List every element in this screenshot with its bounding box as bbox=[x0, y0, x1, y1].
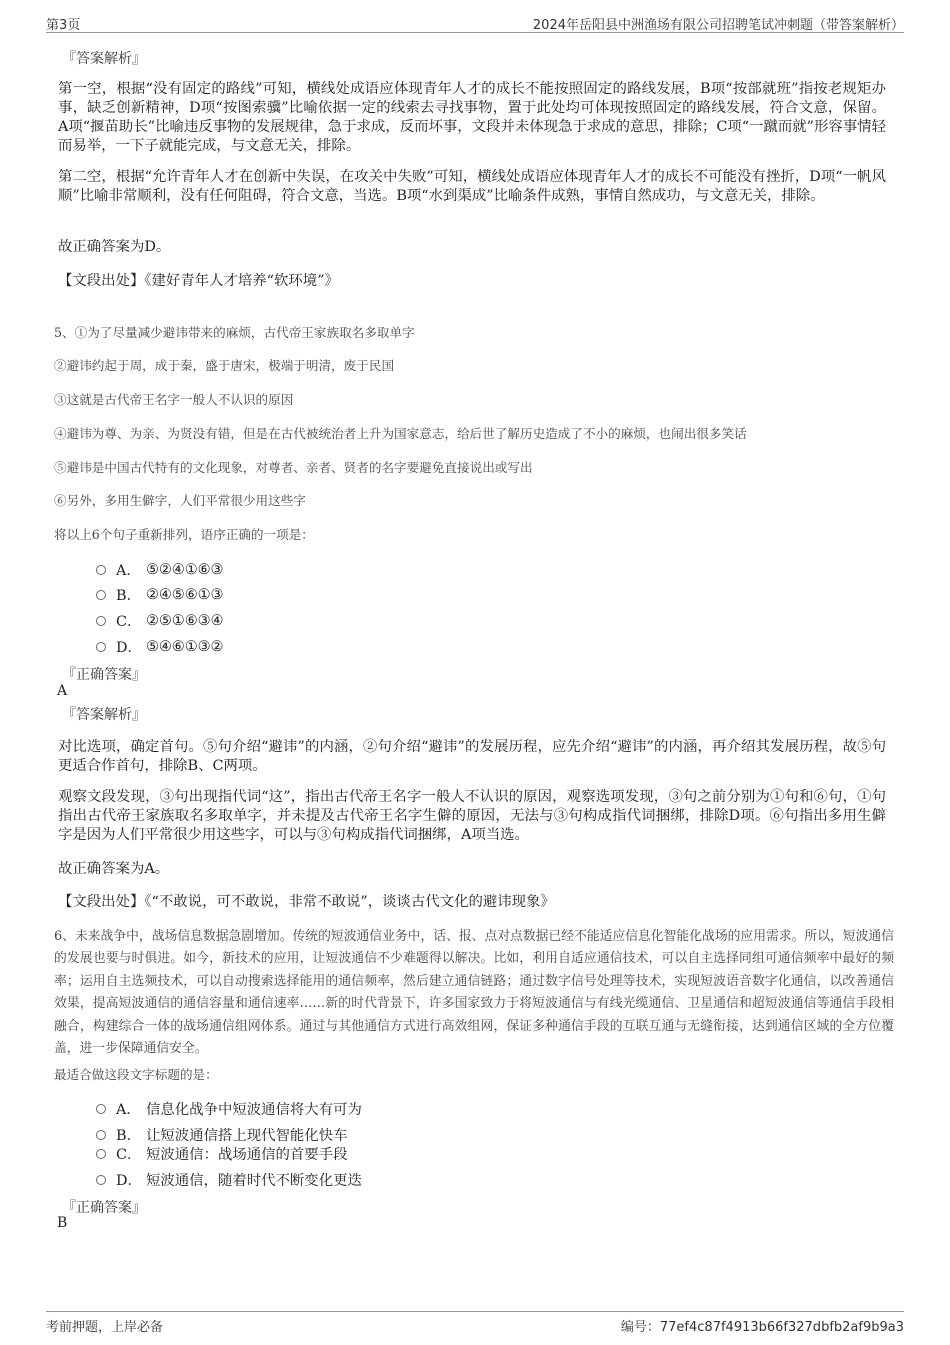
q6-option-c[interactable]: C． 短波通信：战场通信的首要手段 bbox=[96, 1143, 347, 1164]
q5-conclusion: 故正确答案为A。 bbox=[58, 861, 170, 877]
q5-option-d[interactable]: D． ⑤④⑥①③② bbox=[96, 636, 223, 657]
radio-icon[interactable] bbox=[96, 1175, 106, 1185]
q5-sentence-2: ②避讳约起于周，成于秦，盛于唐宋，极端于明清，废于民国 bbox=[54, 358, 395, 373]
radio-icon[interactable] bbox=[96, 565, 106, 575]
q5-sentence-5: ⑤避讳是中国古代特有的文化现象，对尊者、亲者、贤者的名字要避免直接说出或写出 bbox=[54, 460, 533, 475]
q6-answer-label: 『正确答案』 bbox=[62, 1200, 146, 1216]
radio-icon[interactable] bbox=[96, 616, 106, 626]
q6-prompt: 最适合做这段文字标题的是： bbox=[54, 1067, 218, 1082]
q6-answer: B bbox=[57, 1215, 68, 1231]
q5-sentence-6: ⑥另外，多用生僻字，人们平常很少用这些字 bbox=[54, 493, 306, 508]
page-number: 第3页 bbox=[46, 18, 81, 33]
radio-icon[interactable] bbox=[96, 642, 106, 652]
q5-stem: 5、①为了尽量减少避讳带来的麻烦，古代帝王家族取名多取单字 bbox=[54, 325, 415, 340]
q6-option-d[interactable]: D． 短波通信，随着时代不断变化更迭 bbox=[96, 1169, 362, 1190]
q4-analysis-para2: 第二空，根据“允许青年人才在创新中失误，在攻关中失败”可知，横线处成语应体现青年人才的成长不可能没有挫折，D项“一帆风顺”比喻非常顺利，没有任何阻碍，符合文意，当选。B项“水到渠成”比喻条件成熟，事情自然成功，与文意无关，排除。 bbox=[58, 169, 886, 204]
radio-icon[interactable] bbox=[96, 1104, 106, 1114]
q5-prompt: 将以上6个句子重新排列，语序正确的一项是： bbox=[54, 527, 314, 542]
radio-icon[interactable] bbox=[96, 1149, 106, 1159]
document-title: 2024年岳阳县中洲渔场有限公司招聘笔试冲刺题（带答案解析） bbox=[532, 18, 904, 33]
q5-analysis-para1: 对比选项，确定首句。⑤句介绍“避讳”的内涵，②句介绍“避讳”的发展历程，应先介绍“避讳”的内涵，再介绍其发展历程，故⑤句更适合作首句，排除B、C两项。 bbox=[58, 739, 886, 774]
q4-conclusion: 故正确答案为D。 bbox=[58, 239, 171, 255]
q5-answer-label: 『正确答案』 bbox=[62, 667, 146, 683]
q5-option-c[interactable]: C． ②⑤①⑥③④ bbox=[96, 610, 223, 631]
footer-slogan: 考前押题，上岸必备 bbox=[46, 1320, 164, 1335]
q6-option-b[interactable]: B． 让短波通信搭上现代智能化快车 bbox=[96, 1124, 347, 1145]
q5-option-a[interactable]: A． ⑤②④①⑥③ bbox=[96, 559, 223, 580]
radio-icon[interactable] bbox=[96, 1130, 106, 1140]
q5-answer: A bbox=[57, 683, 68, 699]
q5-source: 【文段出处】《“不敢说，可不敢说，非常不敢说”，谈谈古代文化的避讳现象》 bbox=[58, 894, 555, 910]
q4-source: 【文段出处】《建好青年人才培养“软环境”》 bbox=[58, 273, 339, 289]
q5-option-b[interactable]: B． ②④⑤⑥①③ bbox=[96, 584, 223, 605]
footer-id: 编号：77ef4c87f4913b66f327dbfb2af9b9a3 bbox=[620, 1320, 904, 1335]
q5-sentence-4: ④避讳为尊、为亲、为贤没有错，但是在古代被统治者上升为国家意志，给后世了解历史造成了不小的麻烦，也闹出很多笑话 bbox=[54, 426, 747, 441]
radio-icon[interactable] bbox=[96, 590, 106, 600]
q5-sentence-3: ③这就是古代帝王名字一般人不认识的原因 bbox=[54, 392, 294, 407]
page-header bbox=[46, 12, 904, 33]
q5-analysis-para2: 观察文段发现，③句出现指代词“这”，指出古代帝王名字一般人不认识的原因，观察选项发现，③句之前分别为①句和⑥句，①句指出古代帝王家族取名多取单字，并未提及古代帝王名字生僻的原因，无法与③句构成指代词捆绑，排除D项。⑥句指出多用生僻字是因为人们平常很少用这些字，可以与③句构成指代词捆绑，A项当选。 bbox=[58, 789, 886, 843]
page-footer bbox=[46, 1311, 904, 1334]
q4-analysis-label: 『答案解析』 bbox=[62, 51, 146, 67]
q4-analysis-para1: 第一空，根据“没有固定的路线”可知，横线处成语应体现青年人才的成长不能按照固定的路线发展，B项“按部就班”指按老规矩办事，缺乏创新精神，D项“按图索骥”比喻依据一定的线索去寻找事物，置于此处均可体现按照固定的路线发展，符合文意，保留。A项“揠苗助长”比喻违反事物的发展规律，急于求成，反而坏事，文段并未体现急于求成的意思，排除；C项“一蹴而就”形容事情轻而易举，一下子就能完成，与文意无关，排除。 bbox=[58, 81, 886, 154]
q6-option-a[interactable]: A． 信息化战争中短波通信将大有可为 bbox=[96, 1098, 362, 1119]
q5-analysis-label: 『答案解析』 bbox=[62, 707, 146, 723]
q6-stem: 6、未来战争中，战场信息数据急剧增加。传统的短波通信业务中，话、报、点对点数据已经不能适应信息化智能化战场的应用需求。所以，短波通信的发展也要与时俱进。如今，新技术的应用，让短波通信不少难题得以解决。比如，利用自适应通信技术，可以自主选择同组可通信频率中最好的频率；运用自主选频技术，可以自动搜索选择能用的通信频率，然后建立通信链路；通过数字信号处理等技术，实现短波语音数字化通信，以改善通信效果，提高短波通信的通信容量和通信速率……新的时代背景下，许多国家致力于将短波通信与有线光缆通信、卫星通信和超短波通信等通信手段相融合，构建综合一体的战场通信组网体系。通过与其他通信方式进行高效组网，保证多种通信手段的互联互通与无缝衔接，达到通信区域的全方位覆盖，进一步保障通信安全。 bbox=[54, 929, 894, 1057]
